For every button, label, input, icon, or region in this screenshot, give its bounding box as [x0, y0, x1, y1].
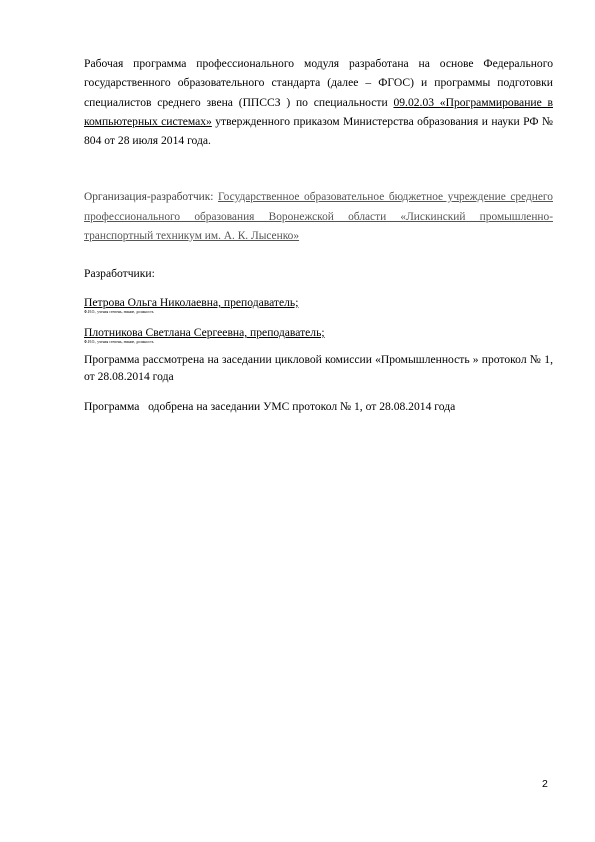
intro-text-end: утвержденного приказом Министерства образования и науки РФ № 804 от 28 июля 2014 года. — [84, 114, 553, 148]
approval-paragraph: Программа одобрена на заседании УМС протокол № 1, от 28.08.2014 года — [84, 400, 456, 413]
developers-heading: Разработчики: — [84, 267, 155, 280]
page-number: 2 — [542, 778, 548, 790]
organization-name: Государственное образовательное бюджетное учреждение среднего профессионального образования Воронежской области «Лискинский промышленно-транспортный техникум им. А. К. Лысенко» — [84, 191, 554, 242]
organization-paragraph — [84, 188, 553, 247]
developer-name: Петрова Ольга Николаевна, преподаватель; — [84, 296, 299, 309]
organization-label: Организация-разработчик: — [84, 191, 219, 203]
developer-caption: Ф.И.О., ученая степень, звание, должность — [84, 310, 154, 314]
review-paragraph: Программа рассмотрена на заседании цикловой комиссии «Промышленность » протокол № 1, от 28.08.2014 года — [84, 353, 553, 383]
intro-paragraph — [84, 54, 553, 150]
developer-caption: Ф.И.О., ученая степень, звание, должность — [84, 340, 154, 344]
intro-text-start: Рабочая программа профессионального модуля разработана на основе Федерального государственного образовательного стандарта (далее – ФГОС) и программы подготовки специалистов среднего звена (ППССЗ ) по специальности — [84, 57, 553, 109]
developer-entry — [84, 326, 325, 345]
developer-name: Плотникова Светлана Сергеевна, преподаватель; — [84, 326, 325, 339]
developer-entry — [84, 296, 298, 315]
specialty-link: 09.02.03 «Программирование в компьютерных системах» — [84, 95, 553, 128]
